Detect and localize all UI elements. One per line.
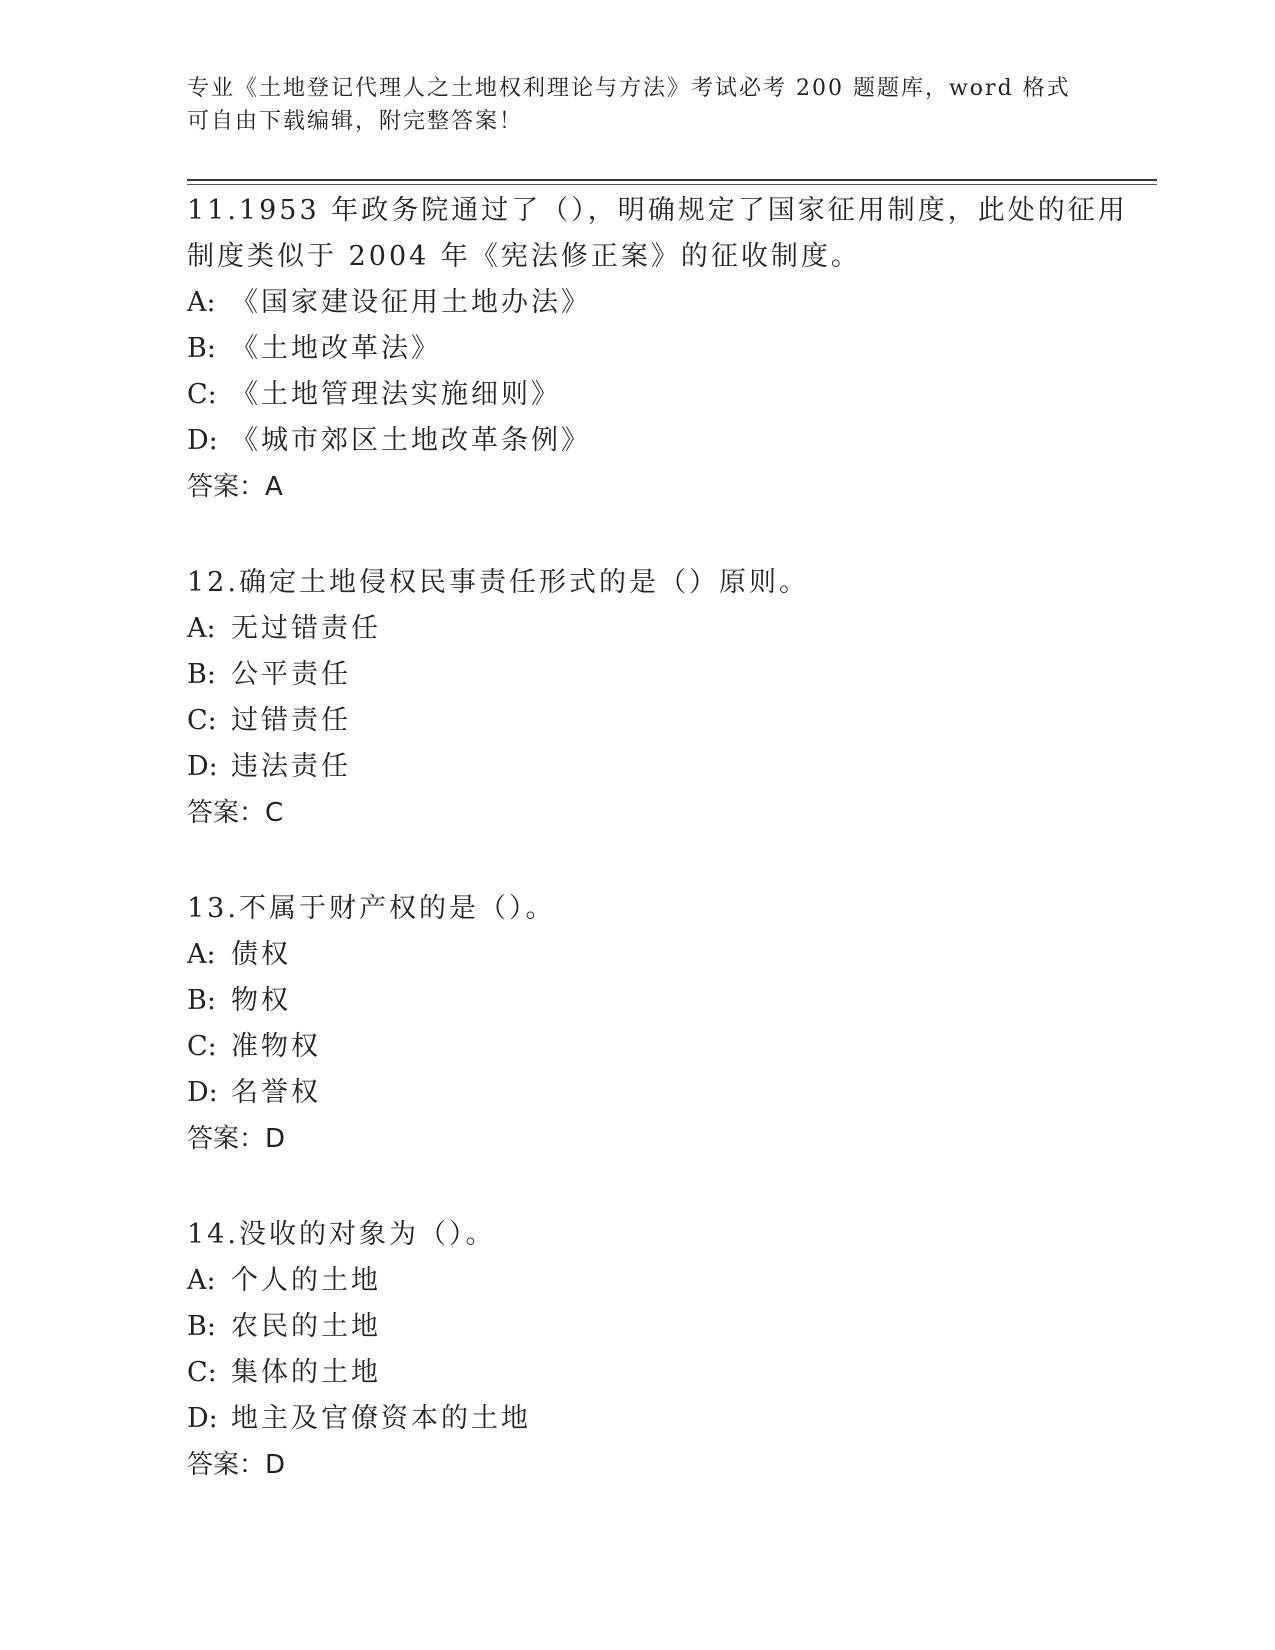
option-text: 过错责任 bbox=[231, 705, 351, 736]
option-key: C: bbox=[187, 1031, 217, 1062]
answer-line: 答案：A bbox=[187, 472, 283, 502]
option-key: A: bbox=[187, 287, 216, 318]
question-stem-line: 14.没收的对象为（）。 bbox=[187, 1219, 496, 1250]
header-divider-thin bbox=[187, 184, 1157, 185]
question-stem bbox=[187, 188, 1128, 280]
header-line-2: 可自由下载编辑，附完整答案！ bbox=[187, 109, 524, 134]
option-b bbox=[187, 652, 1087, 698]
answer-line: 答案：C bbox=[187, 798, 284, 828]
option-key: D: bbox=[187, 1403, 218, 1434]
option-c bbox=[187, 1024, 1087, 1070]
option-text: 集体的土地 bbox=[231, 1357, 381, 1388]
question-stem-line: 11.1953 年政务院通过了（），明确规定了国家征用制度，此处的征用 bbox=[187, 195, 1128, 226]
option-text: 《土地管理法实施细则》 bbox=[231, 379, 561, 410]
question-13 bbox=[187, 886, 1087, 1162]
option-key: A: bbox=[187, 613, 216, 644]
question-stem-line: 制度类似于 2004 年《宪法修正案》的征收制度。 bbox=[187, 241, 861, 272]
option-a bbox=[187, 606, 1087, 652]
option-text: 名誉权 bbox=[231, 1077, 321, 1108]
option-key: D: bbox=[187, 751, 218, 782]
option-text: 无过错责任 bbox=[231, 613, 381, 644]
question-stem bbox=[187, 1212, 1087, 1258]
option-c bbox=[187, 372, 1087, 418]
question-stem bbox=[187, 886, 1087, 932]
option-key: B: bbox=[187, 659, 216, 690]
option-key: C: bbox=[187, 1357, 217, 1388]
option-b bbox=[187, 326, 1087, 372]
option-key: A: bbox=[187, 1265, 216, 1296]
option-key: B: bbox=[187, 985, 216, 1016]
option-a bbox=[187, 280, 1087, 326]
option-b bbox=[187, 1304, 1087, 1350]
option-b bbox=[187, 978, 1087, 1024]
option-a bbox=[187, 932, 1087, 978]
option-d bbox=[187, 418, 1087, 464]
question-11 bbox=[187, 188, 1128, 510]
option-d bbox=[187, 744, 1087, 790]
question-12 bbox=[187, 560, 1087, 836]
header-line-1: 专业《土地登记代理人之土地权利理论与方法》考试必考 200 题题库，word 格式 bbox=[187, 76, 1071, 101]
question-stem-line: 12.确定土地侵权民事责任形式的是（）原则。 bbox=[187, 567, 809, 598]
option-key: C: bbox=[187, 379, 217, 410]
question-stem bbox=[187, 560, 1087, 606]
question-14 bbox=[187, 1212, 1087, 1488]
option-key: B: bbox=[187, 333, 216, 364]
option-text: 《城市郊区土地改革条例》 bbox=[231, 425, 591, 456]
option-text: 个人的土地 bbox=[231, 1265, 381, 1296]
option-key: C: bbox=[187, 705, 217, 736]
option-text: 违法责任 bbox=[231, 751, 351, 782]
option-d bbox=[187, 1396, 1087, 1442]
answer-line: 答案：D bbox=[187, 1450, 286, 1480]
option-d bbox=[187, 1070, 1087, 1116]
option-a bbox=[187, 1258, 1087, 1304]
answer-line: 答案：D bbox=[187, 1124, 286, 1154]
option-key: D: bbox=[187, 1077, 218, 1108]
question-list bbox=[187, 188, 1128, 1538]
header-divider-thick bbox=[187, 179, 1157, 181]
option-c bbox=[187, 698, 1087, 744]
option-text: 准物权 bbox=[231, 1031, 321, 1062]
option-text: 《土地改革法》 bbox=[231, 333, 441, 364]
document-header bbox=[187, 72, 1087, 138]
option-key: B: bbox=[187, 1311, 216, 1342]
option-c bbox=[187, 1350, 1087, 1396]
option-text: 物权 bbox=[231, 985, 291, 1016]
option-text: 《国家建设征用土地办法》 bbox=[231, 287, 591, 318]
option-text: 公平责任 bbox=[231, 659, 351, 690]
option-key: D: bbox=[187, 425, 218, 456]
question-stem-line: 13.不属于财产权的是（）。 bbox=[187, 893, 556, 924]
option-key: A: bbox=[187, 939, 216, 970]
option-text: 债权 bbox=[231, 939, 291, 970]
option-text: 地主及官僚资本的土地 bbox=[231, 1403, 531, 1434]
option-text: 农民的土地 bbox=[231, 1311, 381, 1342]
